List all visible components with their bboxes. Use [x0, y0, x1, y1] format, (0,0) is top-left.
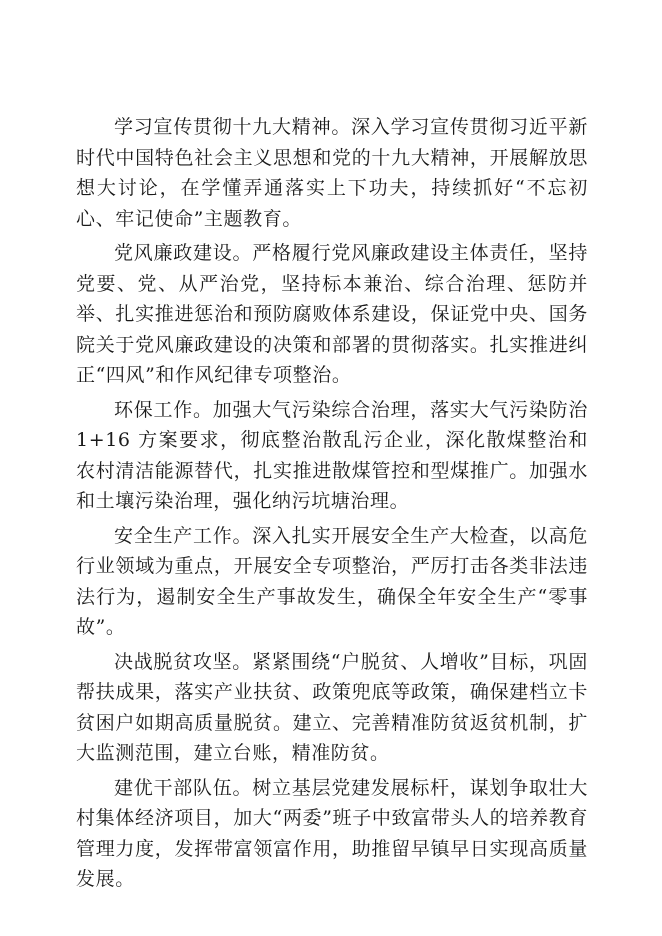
paragraph-cadres: 建优干部队伍。树立基层党建发展标杆，谋划争取壮大村集体经济项目，加大“两委”班子中致富带头人的培养教育管理力度，发挥带富领富作用，助推留早镇早日实现高质量发展。 — [76, 776, 588, 890]
paragraph-poverty: 决战脱贫攻坚。紧紧围绕“户脱贫、人增收”目标，巩固帮扶成果，落实产业扶贫、政策兜底等政策，确保建档立卡贫困户如期高质量脱贫。建立、完善精准防贫返贫机制，扩大监测范围，建立台账，精准防贫。 — [76, 650, 588, 764]
paragraph-party-integrity: 党风廉政建设。严格履行党风廉政建设主体责任，坚持党要、党、从严治党，坚持标本兼治、综合治理、惩防并举、扎实推进惩治和预防腐败体系建设，保证党中央、国务院关于党风廉政建设的决策和部署的贯彻落实。扎实推进纠正“四风”和作风纪律专项整治。 — [76, 242, 588, 386]
paragraph-study: 学习宣传贯彻十九大精神。深入学习宣传贯彻习近平新时代中国特色社会主义思想和党的十九大精神，开展解放思想大讨论，在学懂弄通落实上下功夫，持续抓好“不忘初心、牢记使命”主题教育。 — [76, 116, 588, 230]
paragraph-safety: 安全生产工作。深入扎实开展安全生产大检查，以高危行业领域为重点，开展安全专项整治，严厉打击各类非法违法行为，遏制安全生产事故发生，确保全年安全生产“零事故”。 — [76, 524, 588, 638]
paragraph-environment: 环保工作。加强大气污染综合治理，落实大气污染防治 1+16 方案要求，彻底整治散乱污企业，深化散煤整治和农村清洁能源替代，扎实推进散煤管控和型煤推广。加强水和土壤污染治理，强化纳污坑塘治理。 — [76, 398, 588, 512]
document-body — [76, 112, 588, 899]
